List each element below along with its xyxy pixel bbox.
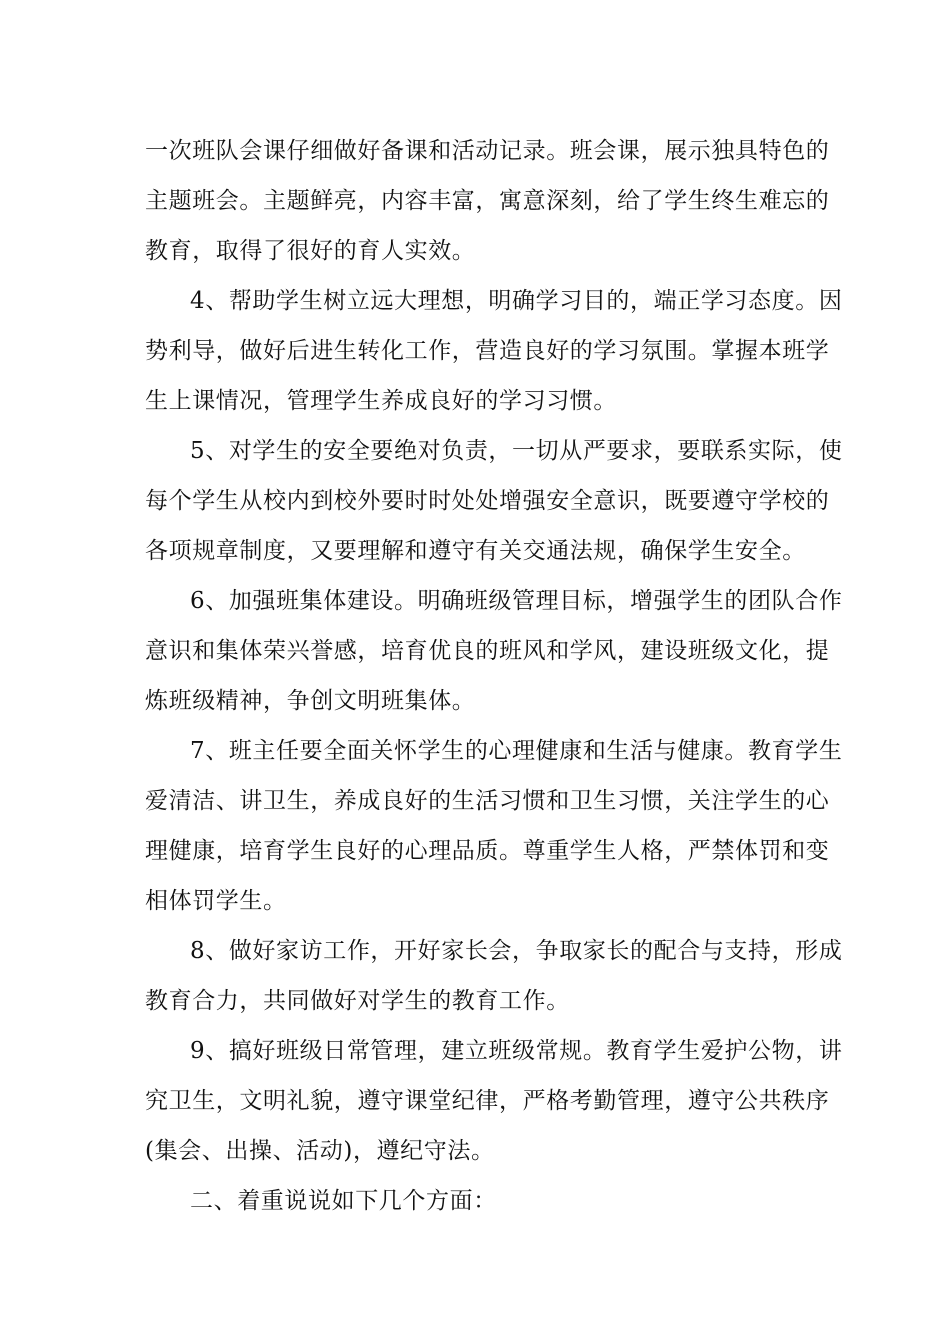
- text-line: (集会、出操、活动)，遵纪守法。: [145, 1138, 495, 1164]
- text-line: 炼班级精神，争创文明班集体。: [145, 688, 476, 714]
- paragraph-5-first-line: 5、对学生的安全要绝对负责，一切从严要求，要联系实际，使: [190, 438, 843, 464]
- section-heading: 二、着重说说如下几个方面：: [190, 1188, 497, 1214]
- text-line: 势利导，做好后进生转化工作，营造良好的学习氛围。掌握本班学: [145, 338, 830, 364]
- text-line: 教育合力，共同做好对学生的教育工作。: [145, 988, 570, 1014]
- paragraph-6-first-line: 6、加强班集体建设。明确班级管理目标，增强学生的团队合作: [190, 588, 843, 614]
- paragraph-7-first-line: 7、班主任要全面关怀学生的心理健康和生活与健康。教育学生: [190, 738, 843, 764]
- text-line: 究卫生，文明礼貌，遵守课堂纪律，严格考勤管理，遵守公共秩序: [145, 1088, 830, 1114]
- text-line: 每个学生从校内到校外要时时处处增强安全意识，既要遵守学校的: [145, 488, 830, 514]
- paragraph-4-first-line: 4、帮助学生树立远大理想，明确学习目的，端正学习态度。因: [190, 288, 843, 314]
- text-line: 意识和集体荣兴誉感，培育优良的班风和学风，建设班级文化，提: [145, 638, 830, 664]
- text-line: 一次班队会课仔细做好备课和活动记录。班会课，展示独具特色的: [145, 138, 830, 164]
- text-line: 教育，取得了很好的育人实效。: [145, 238, 476, 264]
- paragraph-8-first-line: 8、做好家访工作，开好家长会，争取家长的配合与支持，形成: [190, 938, 843, 964]
- text-line: 理健康，培育学生良好的心理品质。尊重学生人格，严禁体罚和变: [145, 838, 830, 864]
- paragraph-9-first-line: 9、搞好班级日常管理，建立班级常规。教育学生爱护公物，讲: [190, 1038, 843, 1064]
- text-line: 各项规章制度，又要理解和遵守有关交通法规，确保学生安全。: [145, 538, 806, 564]
- text-line: 相体罚学生。: [145, 888, 287, 914]
- text-line: 主题班会。主题鲜亮，内容丰富，寓意深刻，给了学生终生难忘的: [145, 188, 830, 214]
- text-line: 爱清洁、讲卫生，养成良好的生活习惯和卫生习惯，关注学生的心: [145, 788, 830, 814]
- text-line: 生上课情况，管理学生养成良好的学习习惯。: [145, 388, 617, 414]
